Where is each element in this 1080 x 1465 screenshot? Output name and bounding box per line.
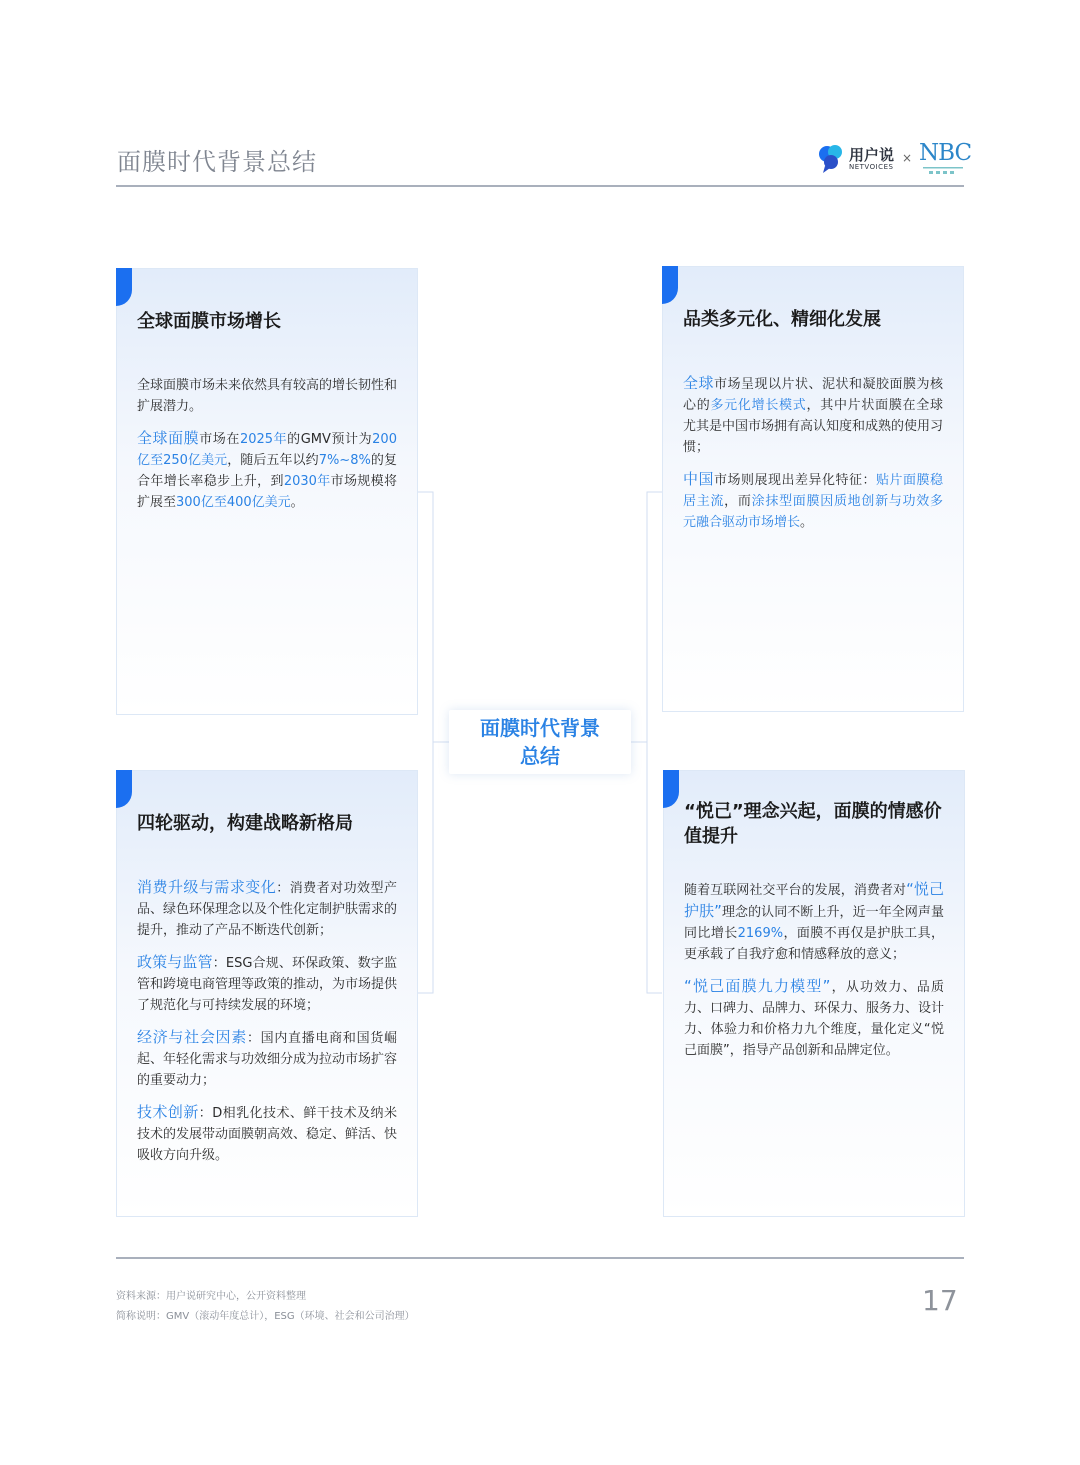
- list-item: 经济与社会因素：国内直播电商和国货崛起、年轻化需求与功效细分成为拉动市场扩容的重要动力；: [137, 1028, 398, 1088]
- card-body: [137, 877, 397, 1177]
- center-title-line-1: 面膜时代背景: [480, 716, 600, 740]
- card-accent-mark: [116, 770, 132, 808]
- list-item: 消费升级与需求变化：消费者对功效型产品、绿色环保理念以及个性化定制护肤需求的提升，推动了产品不断迭代创新；: [137, 878, 398, 938]
- center-title-line-2: 总结: [520, 744, 560, 768]
- card-accent-mark: [663, 770, 679, 808]
- page-number: 17: [922, 1284, 958, 1317]
- card-paragraph: 随着互联网社交平台的发展，消费者对“悦己护肤”理念的认同不断上升，近一年全网声量同比增长2169%，面膜不再仅是护肤工具，更承载了自我疗愈和情感释放的意义；: [684, 880, 944, 962]
- card-paragraph: 全球市场呈现以片状、泥状和凝胶面膜为核心的多元化增长模式，其中片状面膜在全球尤其是中国市场拥有高认知度和成熟的使用习惯；: [683, 374, 944, 455]
- card-self-pleasing-trend: [663, 770, 965, 1217]
- card-title: 全球面膜市场增长: [137, 311, 281, 332]
- footer-abbreviations: 简称说明：GMV（滚动年度总计），ESG（环境、社会和公司治理）: [116, 1311, 415, 1322]
- nbc-logo-text: NBC: [919, 140, 972, 166]
- card-title: 四轮驱动，构建战略新格局: [137, 813, 353, 834]
- card-accent-mark: [116, 268, 132, 306]
- card-paragraph: 全球面膜市场未来依然具有较高的增长韧性和扩展潜力。: [137, 378, 398, 414]
- page-title: 面膜时代背景总结: [117, 148, 317, 176]
- logo-separator: ×: [902, 151, 913, 165]
- footer-source: 资料来源：用户说研究中心，公开资料整理: [116, 1291, 306, 1302]
- card-global-market-growth: [116, 268, 418, 715]
- footer-divider: [116, 1257, 964, 1259]
- card-category-diversification: [662, 266, 964, 712]
- netvoices-logo-text: 用户说: [849, 146, 895, 164]
- card-body: [683, 373, 943, 544]
- list-item: 技术创新：D相乳化技术、鲜干技术及纳米技术的发展带动面膜朝高效、稳定、鲜活、快吸收方向升级。: [137, 1103, 398, 1163]
- netvoices-logo-subtext: NETVOICES: [849, 163, 894, 171]
- list-item: 政策与监管：ESG合规、环保政策、数字监管和跨境电商管理等政策的推动，为市场提供了规范化与可持续发展的环境；: [137, 953, 398, 1013]
- card-accent-mark: [662, 266, 678, 304]
- card-four-drivers: [116, 770, 418, 1217]
- card-body: [137, 375, 397, 524]
- card-body: [684, 879, 944, 1072]
- card-title: “悦己”理念兴起，面膜的情感价值提升: [684, 801, 942, 847]
- center-summary-box: [449, 710, 631, 774]
- card-paragraph: 中国市场则展现出差异化特征：贴片面膜稳居主流，而涂抹型面膜因质地创新与功效多元融合驱动市场增长。: [683, 470, 943, 530]
- card-title: 品类多元化、精细化发展: [683, 309, 881, 330]
- card-paragraph: “悦己面膜九力模型”，从功效力、品质力、口碑力、品牌力、环保力、服务力、设计力、体验力和价格力九个维度，量化定义“悦己面膜”，指导产品创新和品牌定位。: [684, 977, 945, 1058]
- card-paragraph: 全球面膜市场在2025年的GMV预计为200亿至250亿美元，随后五年以约7%~8%的复合年增长率稳步上升，到2030年市场规模将扩展至300亿至400亿美元。: [137, 429, 397, 510]
